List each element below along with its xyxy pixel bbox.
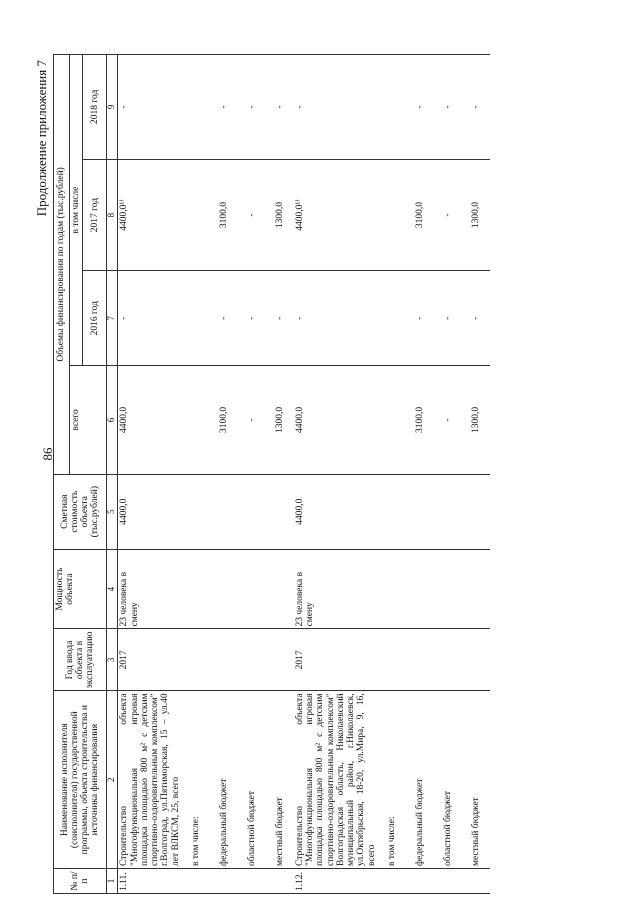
column-number: 9 — [107, 55, 118, 160]
funding-2016: - — [118, 271, 182, 366]
federal-2016: - — [210, 271, 238, 366]
commissioning-year: 2017 — [118, 629, 182, 691]
object-capacity: 23 человека в смену — [294, 549, 378, 629]
header-col-no: № п/п — [54, 869, 107, 894]
funding-2018: - — [118, 55, 182, 160]
column-number: 2 — [107, 691, 118, 869]
table-row — [182, 55, 210, 894]
regional-total: - — [238, 366, 266, 475]
row-number: 1.11. — [118, 869, 182, 894]
local-2018: - — [462, 55, 490, 160]
local-2017: 1300,0 — [266, 159, 294, 271]
including-label: в том числе: — [378, 691, 406, 869]
commissioning-year: 2017 — [294, 629, 378, 691]
page-number: 86 — [40, 447, 55, 461]
federal-2018: - — [406, 55, 434, 160]
funding-2016: - — [294, 271, 378, 366]
header-col-2017: 2017 год — [83, 159, 107, 271]
regional-2018: - — [434, 55, 462, 160]
federal-2016: - — [406, 271, 434, 366]
estimated-cost: 4400,0 — [294, 474, 378, 549]
table-row — [294, 55, 378, 894]
local-total: 1300,0 — [462, 366, 490, 475]
table-row — [266, 55, 294, 894]
financing-table — [53, 54, 490, 894]
local-total: 1300,0 — [266, 366, 294, 475]
column-number: 8 — [107, 159, 118, 271]
header-col-power: Мощность объекта — [54, 549, 107, 629]
local-2016: - — [462, 271, 490, 366]
regional-2018: - — [238, 55, 266, 160]
funding-total: 4400,0 — [118, 366, 182, 475]
table-row — [378, 55, 406, 894]
header-col-2016: 2016 год — [83, 271, 107, 366]
federal-total: 3100,0 — [406, 366, 434, 475]
header-col-cost: Сметная стоимость объекта (тыс.рублей) — [54, 474, 107, 549]
header-col-funding: Объемы финансирования по годам (тыс.рублей) — [54, 55, 70, 475]
local-2016: - — [266, 271, 294, 366]
header-col-total: всего — [70, 366, 107, 475]
including-label: в том числе: — [182, 691, 210, 869]
regional-2017: - — [238, 159, 266, 271]
table-row — [434, 55, 462, 894]
estimated-cost: 4400,0 — [118, 474, 182, 549]
continuation-title: Продолжение приложения 7 — [34, 60, 49, 217]
header-col-including: в том числе — [70, 55, 83, 366]
funding-2017: 4400,0¹⁾ — [294, 159, 378, 271]
table-row — [238, 55, 266, 894]
regional-2017: - — [434, 159, 462, 271]
header-col-2018: 2018 год — [83, 55, 107, 160]
source-federal: федеральный бюджет — [406, 691, 434, 869]
table-row — [406, 55, 434, 894]
funding-total: 4400,0 — [294, 366, 378, 475]
table-row — [462, 55, 490, 894]
federal-2017: 3100,0 — [406, 159, 434, 271]
local-2018: - — [266, 55, 294, 160]
row-number: 1.12. — [294, 869, 378, 894]
source-regional: областной бюджет — [434, 691, 462, 869]
column-number: 4 — [107, 549, 118, 629]
source-local: местный бюджет — [266, 691, 294, 869]
table-row — [118, 55, 182, 894]
source-federal: федеральный бюджет — [210, 691, 238, 869]
source-regional: областной бюджет — [238, 691, 266, 869]
object-capacity: 23 человека в смену — [118, 549, 182, 629]
column-number: 3 — [107, 629, 118, 691]
object-name: Строительство объекта "Многофункциональная игровая площадка площадью 800 м² с детским спортивно-оздоровительным комплексом" Волгоградская область, Николаевский муниципальный район, г.Николаевск, ул.Октябрьская, 18-20, ул.Мира, 9, 16, всего — [294, 691, 378, 869]
column-number: 6 — [107, 366, 118, 475]
local-2017: 1300,0 — [462, 159, 490, 271]
federal-2018: - — [210, 55, 238, 160]
column-number: 7 — [107, 271, 118, 366]
header-col-name: Наименование исполнителя (соисполнителя) государственной программы, объекта строительства и источника финансирования — [54, 691, 107, 869]
federal-2017: 3100,0 — [210, 159, 238, 271]
federal-total: 3100,0 — [210, 366, 238, 475]
column-number: 5 — [107, 474, 118, 549]
funding-2018: - — [294, 55, 378, 160]
column-number: 1 — [107, 869, 118, 894]
header-col-year: Год ввода объекта в эксплуатацию — [54, 629, 107, 691]
source-local: местный бюджет — [462, 691, 490, 869]
regional-2016: - — [238, 271, 266, 366]
object-name: Строительство объекта "Многофункциональная игровая площадка площадью 800 м² с детским спортивно-оздоровительным комплексом" г.Волгоград, ул.Пятиморская, 15 – ул.40 лет ВЛКСМ, 25, всего — [118, 691, 182, 869]
rotated-page-content — [30, 54, 530, 894]
regional-2016: - — [434, 271, 462, 366]
regional-total: - — [434, 366, 462, 475]
funding-2017: 4400,0¹⁾ — [118, 159, 182, 271]
table-row — [210, 55, 238, 894]
